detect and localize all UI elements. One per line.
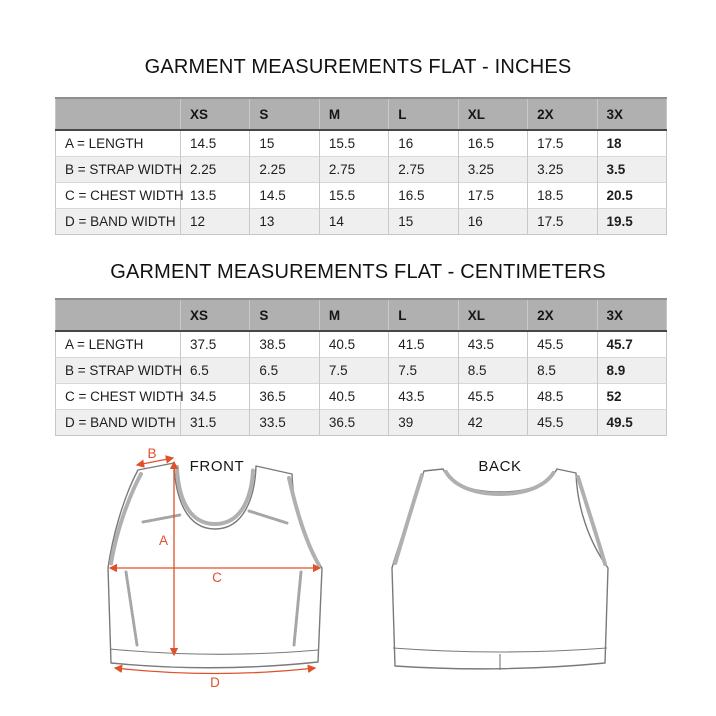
- size-column-header: S: [250, 98, 319, 130]
- measurement-value: 48.5: [528, 383, 597, 409]
- measurement-value: 8.5: [458, 357, 527, 383]
- size-column-header: L: [389, 98, 458, 130]
- measurement-value: 16: [389, 130, 458, 156]
- page-title-centimeters: GARMENT MEASUREMENTS FLAT - CENTIMETERS: [110, 261, 606, 283]
- measurement-label: B = STRAP WIDTH: [56, 357, 181, 383]
- measurement-value: 17.5: [528, 208, 597, 234]
- measurement-value: 3.25: [458, 156, 527, 182]
- measurement-label: D = BAND WIDTH: [56, 409, 181, 435]
- size-column-header: XS: [181, 299, 250, 331]
- measurement-value: 8.5: [528, 357, 597, 383]
- measurement-value: 15: [389, 208, 458, 234]
- measurement-value: 17.5: [528, 130, 597, 156]
- measurement-row: [56, 208, 667, 234]
- measurement-value: 42: [458, 409, 527, 435]
- measurement-value: 39: [389, 409, 458, 435]
- measurement-value: 2.75: [319, 156, 388, 182]
- measure-label-a: A: [158, 533, 168, 548]
- size-column-header: XL: [458, 299, 527, 331]
- size-column-header: XL: [458, 98, 527, 130]
- measurement-value: 38.5: [250, 331, 319, 357]
- header-row: [56, 98, 667, 130]
- back-garment-outline: [392, 469, 608, 669]
- measurement-value: 13: [250, 208, 319, 234]
- measurement-value: 45.5: [528, 409, 597, 435]
- row-label-column-header: [56, 98, 181, 130]
- measurement-value: 52: [597, 383, 666, 409]
- measurement-value: 37.5: [181, 331, 250, 357]
- measurement-value: 41.5: [389, 331, 458, 357]
- garment-measurement-diagram: [0, 445, 716, 716]
- measurement-value: 36.5: [250, 383, 319, 409]
- measurement-row: [56, 130, 667, 156]
- measurement-value: 36.5: [319, 409, 388, 435]
- measure-label-d: D: [210, 675, 220, 690]
- measurement-value: 14.5: [181, 130, 250, 156]
- measurement-row: [56, 331, 667, 357]
- measurement-value: 40.5: [319, 331, 388, 357]
- measurement-label: C = CHEST WIDTH: [56, 182, 181, 208]
- measurement-value: 3.25: [528, 156, 597, 182]
- measurement-value: 14.5: [250, 182, 319, 208]
- measurement-value: 7.5: [389, 357, 458, 383]
- size-column-header: 3X: [597, 299, 666, 331]
- size-column-header: M: [319, 98, 388, 130]
- measurement-value: 20.5: [597, 182, 666, 208]
- measurement-row: [56, 383, 667, 409]
- measurement-value: 40.5: [319, 383, 388, 409]
- size-column-header: 3X: [597, 98, 666, 130]
- size-column-header: 2X: [528, 98, 597, 130]
- measurement-value: 3.5: [597, 156, 666, 182]
- measurement-value: 31.5: [181, 409, 250, 435]
- measurement-value: 43.5: [389, 383, 458, 409]
- measurement-label: D = BAND WIDTH: [56, 208, 181, 234]
- measurement-label: B = STRAP WIDTH: [56, 156, 181, 182]
- measurement-value: 18: [597, 130, 666, 156]
- measurement-value: 15: [250, 130, 319, 156]
- measurement-label: A = LENGTH: [65, 336, 144, 352]
- back-view-label: BACK: [478, 458, 522, 475]
- size-column-header: M: [319, 299, 388, 331]
- measure-label-c: C: [212, 570, 222, 585]
- measurement-row: [56, 357, 667, 383]
- measurement-value: 19.5: [597, 208, 666, 234]
- size-column-header: L: [389, 299, 458, 331]
- measurement-value: 6.5: [250, 357, 319, 383]
- measurement-value: 7.5: [319, 357, 388, 383]
- measurement-value: 15.5: [319, 130, 388, 156]
- size-column-header: S: [250, 299, 319, 331]
- measurement-value: 49.5: [597, 409, 666, 435]
- size-table-centimeters: [55, 298, 667, 436]
- measurement-row: [56, 156, 667, 182]
- measurement-label: C = CHEST WIDTH: [56, 383, 181, 409]
- measurement-value: 43.5: [458, 331, 527, 357]
- front-garment-diagram: [108, 446, 322, 690]
- size-column-header: XS: [181, 98, 250, 130]
- measurement-value: 12: [181, 208, 250, 234]
- back-garment-diagram: [392, 458, 608, 670]
- measurement-value: 6.5: [181, 357, 250, 383]
- page-title-inches: GARMENT MEASUREMENTS FLAT - INCHES: [144, 56, 572, 78]
- size-table-inches: [55, 97, 667, 235]
- measurement-value: 17.5: [458, 182, 527, 208]
- measurement-value: 34.5: [181, 383, 250, 409]
- measurement-value: 8.9: [597, 357, 666, 383]
- front-view-label: FRONT: [189, 458, 245, 475]
- measurement-value: 16: [458, 208, 527, 234]
- size-column-header: 2X: [528, 299, 597, 331]
- header-row: [56, 299, 667, 331]
- measure-arrow-d: [115, 668, 315, 674]
- measurement-value: 18.5: [528, 182, 597, 208]
- measurement-row: [56, 182, 667, 208]
- measurement-value: 16.5: [458, 130, 527, 156]
- measurement-value: 13.5: [181, 182, 250, 208]
- measurement-value: 45.5: [458, 383, 527, 409]
- measurement-value: 16.5: [389, 182, 458, 208]
- measurement-label: A = LENGTH: [65, 135, 144, 151]
- measurement-value: 33.5: [250, 409, 319, 435]
- front-garment-outline: [108, 463, 322, 668]
- measurement-value: 45.7: [597, 331, 666, 357]
- measurement-value: 14: [319, 208, 388, 234]
- measurement-value: 45.5: [528, 331, 597, 357]
- measurement-value: 2.75: [389, 156, 458, 182]
- measurement-value: 15.5: [319, 182, 388, 208]
- measurement-row: [56, 409, 667, 435]
- measurement-value: 2.25: [250, 156, 319, 182]
- row-label-column-header: [56, 299, 181, 331]
- measurement-value: 2.25: [181, 156, 250, 182]
- measure-label-b: B: [147, 446, 157, 461]
